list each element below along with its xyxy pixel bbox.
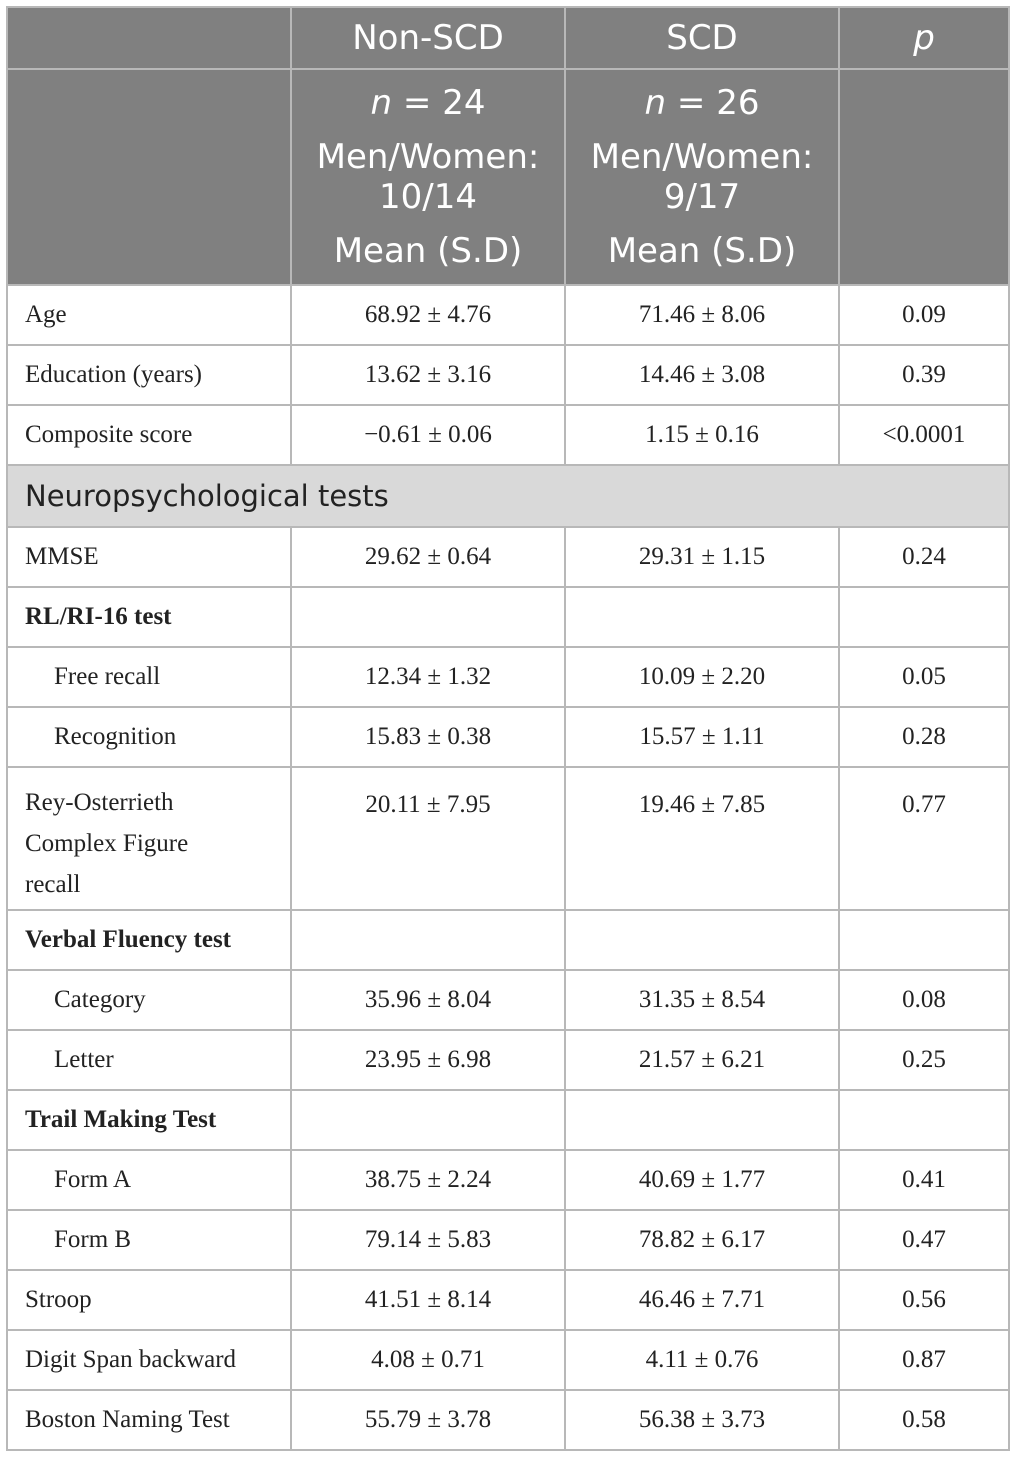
p-value: 0.47 — [839, 1210, 1009, 1270]
scd-n-value: = 26 — [676, 83, 760, 123]
row-label: Form B — [7, 1210, 291, 1270]
empty-cell — [565, 587, 839, 647]
table-row-composite — [7, 405, 1009, 465]
row-label: Boston Naming Test — [7, 1390, 291, 1450]
nonscd-value: −0.61 ± 0.06 — [291, 405, 565, 465]
subheader-scd — [565, 69, 839, 285]
header-nonscd: Non-SCD — [291, 7, 565, 69]
p-value: 0.24 — [839, 527, 1009, 587]
header-scd: SCD — [565, 7, 839, 69]
p-value: 0.08 — [839, 970, 1009, 1030]
nonscd-sex-value: 10/14 — [379, 177, 477, 217]
scd-value: 78.82 ± 6.17 — [565, 1210, 839, 1270]
scd-value: 29.31 ± 1.15 — [565, 527, 839, 587]
empty-cell — [565, 1090, 839, 1150]
row-label: Age — [7, 285, 291, 345]
header-row — [7, 7, 1009, 69]
empty-cell — [291, 1090, 565, 1150]
group-label: Trail Making Test — [7, 1090, 291, 1150]
table-row-recognition — [7, 707, 1009, 767]
table-row-rey — [7, 767, 1009, 910]
scd-value: 1.15 ± 0.16 — [565, 405, 839, 465]
table-row-form-b — [7, 1210, 1009, 1270]
scd-value: 31.35 ± 8.54 — [565, 970, 839, 1030]
table-row-letter — [7, 1030, 1009, 1090]
scd-value: 46.46 ± 7.71 — [565, 1270, 839, 1330]
nonscd-value: 55.79 ± 3.78 — [291, 1390, 565, 1450]
nonscd-value: 23.95 ± 6.98 — [291, 1030, 565, 1090]
empty-cell — [839, 587, 1009, 647]
subheader-empty-cell — [7, 69, 291, 285]
scd-value: 40.69 ± 1.77 — [565, 1150, 839, 1210]
row-label: MMSE — [7, 527, 291, 587]
header-p: p — [839, 7, 1009, 69]
section-heading: Neuropsychological tests — [7, 465, 1009, 527]
row-label: Free recall — [7, 647, 291, 707]
row-label — [7, 767, 291, 910]
scd-stat: Mean (S.D) — [607, 231, 797, 271]
row-label-line: Rey-Osterrieth — [25, 789, 174, 816]
header-empty-cell — [7, 7, 291, 69]
scd-value: 14.46 ± 3.08 — [565, 345, 839, 405]
subheader-nonscd — [291, 69, 565, 285]
table-row-digit-span — [7, 1330, 1009, 1390]
p-value: 0.41 — [839, 1150, 1009, 1210]
row-label: Digit Span backward — [7, 1330, 291, 1390]
empty-cell — [565, 910, 839, 970]
p-value: 0.77 — [839, 767, 1009, 910]
p-value: 0.05 — [839, 647, 1009, 707]
p-value: 0.56 — [839, 1270, 1009, 1330]
row-label-line: recall — [25, 871, 81, 898]
table-row-verbal — [7, 910, 1009, 970]
nonscd-value: 12.34 ± 1.32 — [291, 647, 565, 707]
scd-value: 15.57 ± 1.11 — [565, 707, 839, 767]
scd-n — [566, 83, 838, 123]
scd-sex-label: Men/Women: — [590, 137, 814, 177]
nonscd-value: 20.11 ± 7.95 — [291, 767, 565, 910]
table-row-category — [7, 970, 1009, 1030]
row-label: Category — [7, 970, 291, 1030]
row-label: Education (years) — [7, 345, 291, 405]
nonscd-value: 13.62 ± 3.16 — [291, 345, 565, 405]
nonscd-value: 4.08 ± 0.71 — [291, 1330, 565, 1390]
p-value: 0.25 — [839, 1030, 1009, 1090]
table-row-boston — [7, 1390, 1009, 1450]
nonscd-value: 29.62 ± 0.64 — [291, 527, 565, 587]
nonscd-value: 41.51 ± 8.14 — [291, 1270, 565, 1330]
demographics-table — [6, 6, 1010, 1451]
empty-cell — [839, 1090, 1009, 1150]
nonscd-stat: Mean (S.D) — [333, 231, 523, 271]
scd-value: 71.46 ± 8.06 — [565, 285, 839, 345]
scd-value: 21.57 ± 6.21 — [565, 1030, 839, 1090]
scd-n-label: n — [644, 83, 667, 123]
table-row-form-a — [7, 1150, 1009, 1210]
table-row-mmse — [7, 527, 1009, 587]
group-label: Verbal Fluency test — [7, 910, 291, 970]
nonscd-n — [292, 83, 564, 123]
empty-cell — [839, 910, 1009, 970]
row-label: Composite score — [7, 405, 291, 465]
header-subrow — [7, 69, 1009, 285]
nonscd-n-value: = 24 — [402, 83, 486, 123]
nonscd-n-label: n — [370, 83, 393, 123]
nonscd-sex-label: Men/Women: — [316, 137, 540, 177]
scd-value: 56.38 ± 3.73 — [565, 1390, 839, 1450]
row-label: Letter — [7, 1030, 291, 1090]
table-row-trail — [7, 1090, 1009, 1150]
table-row-age — [7, 285, 1009, 345]
empty-cell — [291, 910, 565, 970]
p-value: 0.39 — [839, 345, 1009, 405]
scd-value: 10.09 ± 2.20 — [565, 647, 839, 707]
nonscd-value: 38.75 ± 2.24 — [291, 1150, 565, 1210]
p-value: 0.87 — [839, 1330, 1009, 1390]
group-label: RL/RI-16 test — [7, 587, 291, 647]
table-row-free-recall — [7, 647, 1009, 707]
row-label-line: Complex Figure — [25, 830, 189, 857]
scd-value: 4.11 ± 0.76 — [565, 1330, 839, 1390]
scd-sex-value: 9/17 — [663, 177, 741, 217]
nonscd-value: 79.14 ± 5.83 — [291, 1210, 565, 1270]
scd-value: 19.46 ± 7.85 — [565, 767, 839, 910]
row-label: Form A — [7, 1150, 291, 1210]
subheader-p-empty — [839, 69, 1009, 285]
table-row-education — [7, 345, 1009, 405]
p-value: 0.28 — [839, 707, 1009, 767]
p-value: <0.0001 — [839, 405, 1009, 465]
p-value: 0.58 — [839, 1390, 1009, 1450]
table-row-stroop — [7, 1270, 1009, 1330]
row-label: Stroop — [7, 1270, 291, 1330]
nonscd-value: 15.83 ± 0.38 — [291, 707, 565, 767]
section-row — [7, 465, 1009, 527]
table-row-rlri — [7, 587, 1009, 647]
row-label: Recognition — [7, 707, 291, 767]
empty-cell — [291, 587, 565, 647]
nonscd-value: 68.92 ± 4.76 — [291, 285, 565, 345]
p-value: 0.09 — [839, 285, 1009, 345]
nonscd-value: 35.96 ± 8.04 — [291, 970, 565, 1030]
